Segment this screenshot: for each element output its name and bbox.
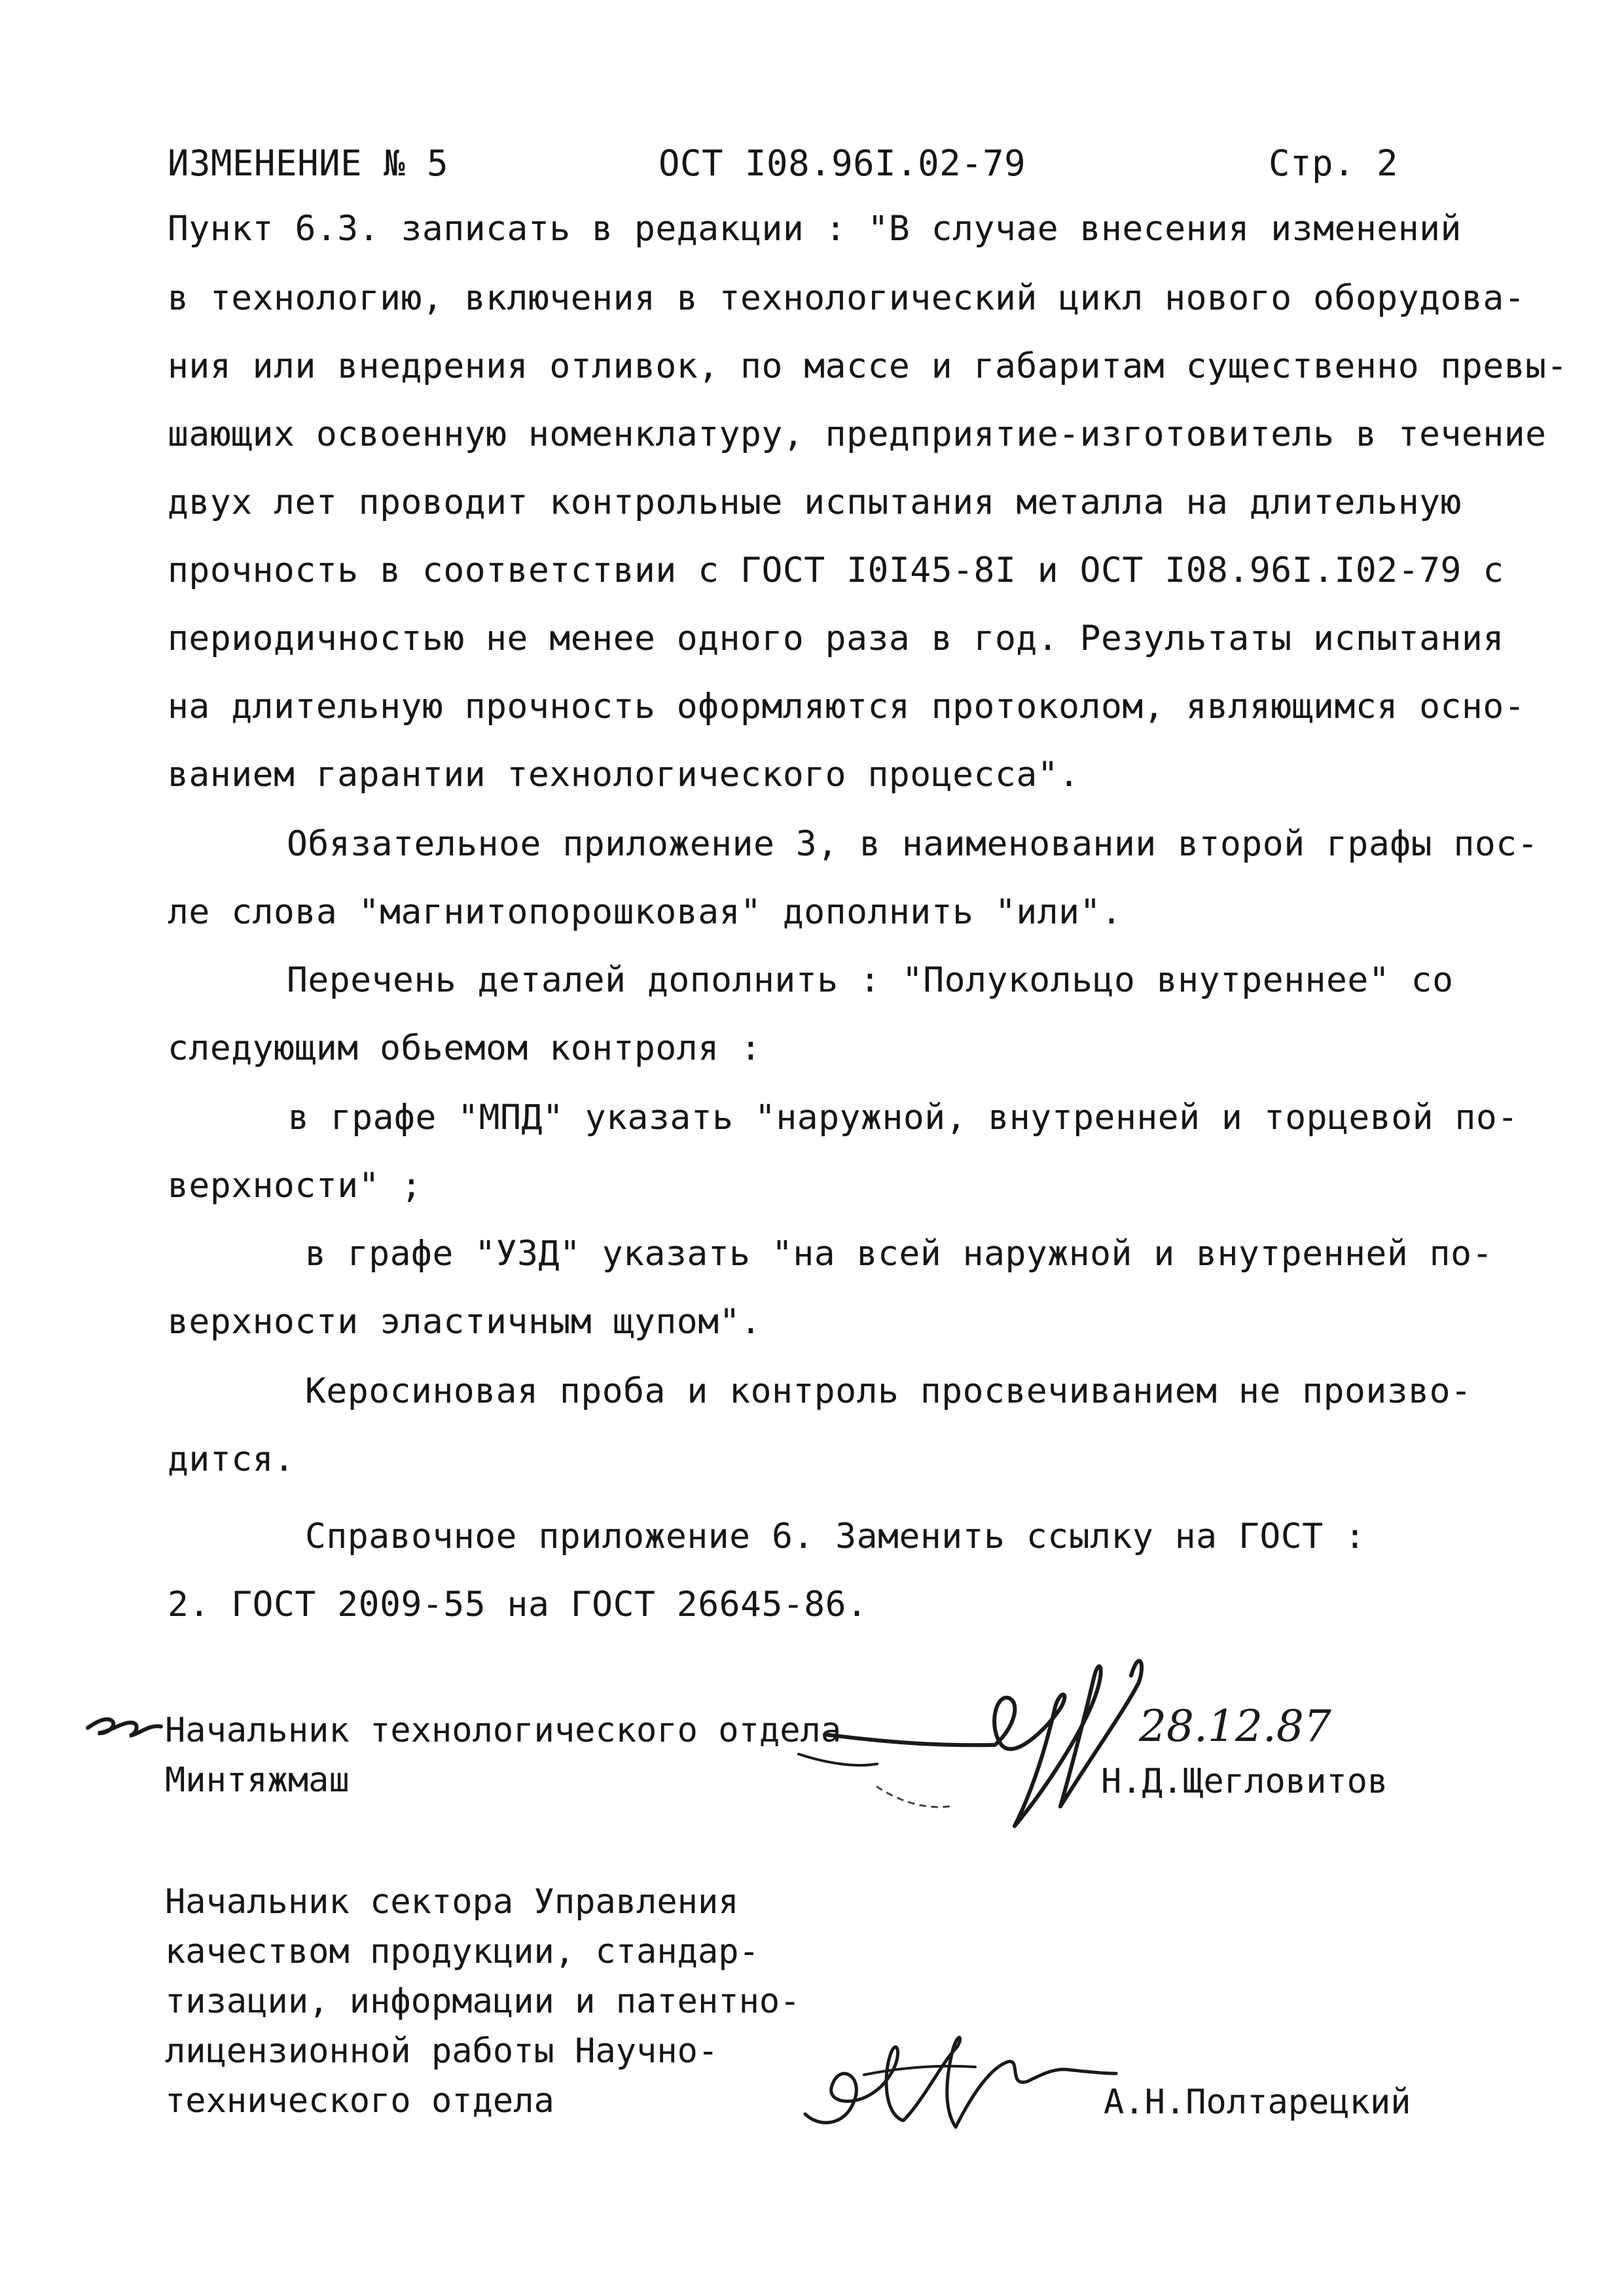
signer-1-title-line-2: Минтяжмаш <box>165 1761 350 1800</box>
body-line-9: ванием гарантии технологического процесса". <box>168 755 1080 795</box>
body-line-6: прочность в соответствии с ГОСТ I0I45-8I и ОСТ I08.96I.I02-79 с <box>168 550 1504 590</box>
signature-1 <box>799 1630 1375 1846</box>
body-line-4: шающих освоенную номенклатуру, предприятие-изготовитель в течение <box>168 414 1547 454</box>
body-line-8: на длительную прочность оформляются протоколом, являющимся осно- <box>168 687 1526 726</box>
body-line-18: Керосиновая проба и контроль просвечиванием не произво- <box>305 1371 1472 1411</box>
body-line-5: двух лет проводит контрольные испытания металла на длительную <box>168 482 1462 522</box>
body-line-19: дится. <box>168 1439 295 1479</box>
change-number: ИЗМЕНЕНИЕ № 5 <box>168 143 449 184</box>
signer-1-title-line-1: Начальник технологического отдела <box>165 1711 842 1750</box>
body-line-10: Обязательное приложение 3, в наименовании второй графы пос- <box>287 824 1539 864</box>
body-line-17: верхности эластичным щупом". <box>168 1302 762 1342</box>
body-line-7: периодичностью не менее одного раза в год. Результаты испытания <box>168 619 1504 658</box>
body-line-2: в технологию, включения в технологический цикл нового оборудова- <box>168 278 1526 318</box>
signer-2-title-line-1: Начальник сектора Управления <box>165 1882 739 1922</box>
body-line-21: 2. ГОСТ 2009-55 на ГОСТ 26645-86. <box>168 1585 868 1624</box>
body-line-20: Справочное приложение 6. Заменить ссылку на ГОСТ : <box>305 1516 1366 1556</box>
signature-1-date: 28.12.87 <box>1139 1701 1331 1751</box>
standard-number: ОСТ I08.96I.02-79 <box>659 143 1026 184</box>
body-line-3: ния или внедрения отливок, по массе и габаритам существенно превы- <box>168 346 1568 386</box>
body-line-11: ле слова "магнитопорошковая" дополнить "или". <box>168 892 1123 932</box>
handwritten-mark <box>84 1702 169 1748</box>
body-line-12: Перечень деталей дополнить : "Полукольцо внутреннее" со <box>287 960 1454 1000</box>
body-line-16: в графе "УЗД" указать "на всей наружной и внутренней по- <box>305 1234 1493 1274</box>
page-number: Стр. 2 <box>1269 143 1399 184</box>
signer-2-title-line-5: технического отдела <box>165 2081 554 2121</box>
body-line-14: в графе "МПД" указать "наружной, внутренней и торцевой по- <box>288 1098 1519 1138</box>
body-line-1: Пункт 6.3. записать в редакции : "В случае внесения изменений <box>168 209 1462 249</box>
signer-2-title-line-4: лицензионной работы Научно- <box>165 2032 719 2071</box>
signer-2-title-line-3: тизации, информации и патентно- <box>165 1982 801 2021</box>
signature-2 <box>792 1996 1119 2147</box>
signer-2-name: А.Н.Полтарецкий <box>1104 2083 1411 2122</box>
body-line-15: верхности" ; <box>168 1166 422 1206</box>
body-line-13: следующим обьемом контроля : <box>168 1028 762 1068</box>
signer-1-name: Н.Д.Щегловитов <box>1101 1762 1388 1801</box>
signer-2-title-line-2: качеством продукции, стандар- <box>165 1932 759 1971</box>
